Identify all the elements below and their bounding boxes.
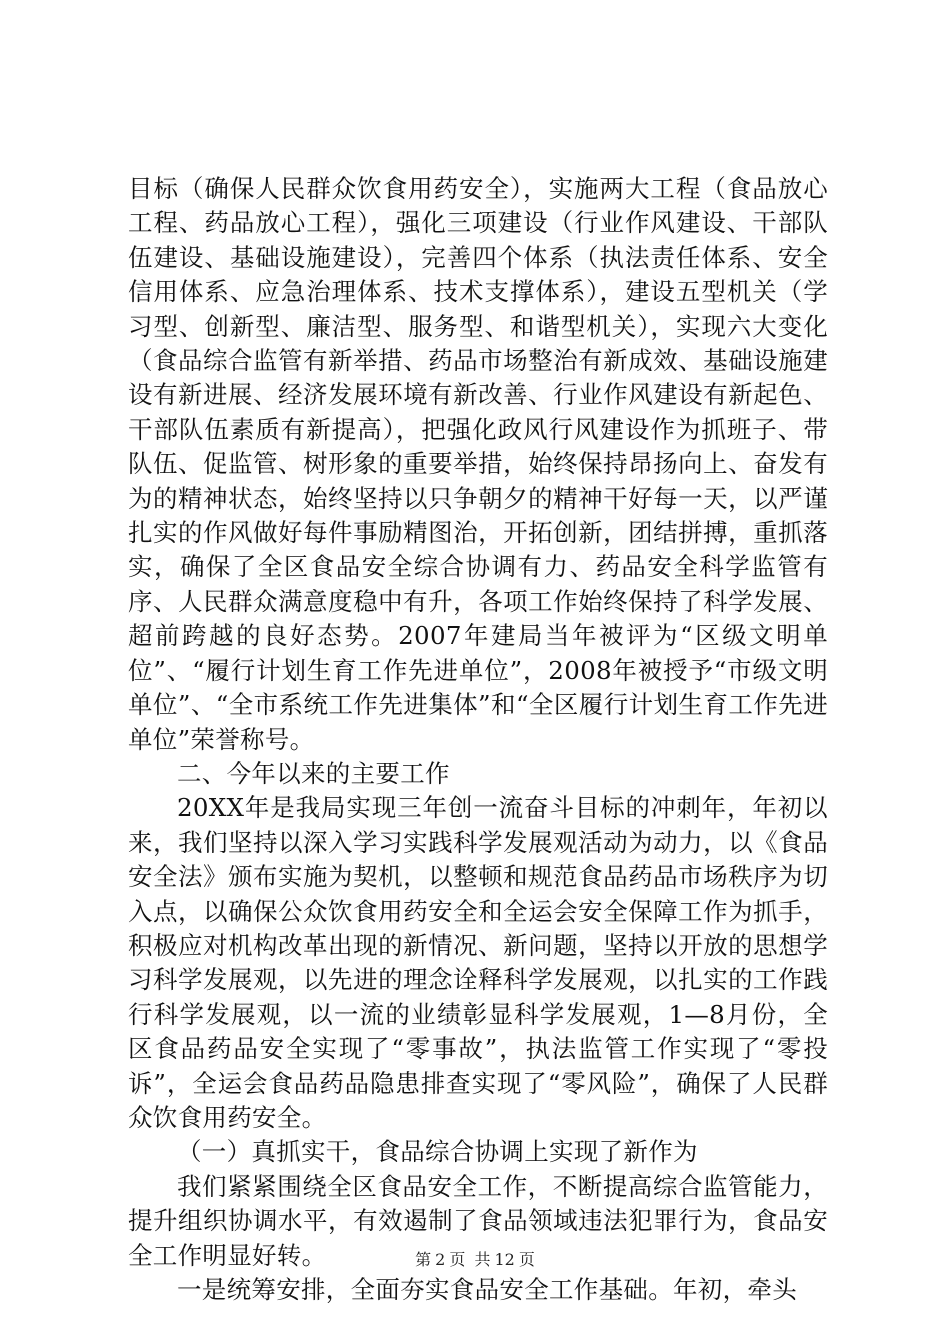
paragraph-continued: 目标（确保人民群众饮食用药安全），实施两大工程（食品放心工程、药品放心工程），强化三项建设（行业作风建设、干部队伍建设、基础设施建设），完善四个体系（执法责任体系、安全信用体系、应急治理体系、技术支撑体系），建设五型机关（学习型、创新型、廉洁型、服务型、和谐型机关），实现六大变化（食品综合监管有新举措、药品市场整治有新成效、基础设施建设有新进展、经济发展环境有新改善、行业作风建设有新起色、干部队伍素质有新提高），把强化政风行风建设作为抓班子、带队伍、促监管、树形象的重要举措，始终保持昂扬向上、奋发有为的精神状态，始终坚持以只争朝夕的精神干好每一天，以严谨扎实的作风做好每件事励精图治，开拓创新，团结拼搏，重抓落实，确保了全区食品安全综合协调有力、药品安全科学监管有序、人民群众满意度稳中有升，各项工作始终保持了科学发展、超前跨越的良好态势。2007年建局当年被评为“区级文明单位”、“履行计划生育工作先进单位”，2008年被授予“市级文明单位”、“全市系统工作先进集体”和“全区履行计划生育工作先进单位”荣誉称号。 (128, 174, 828, 754)
subsection-heading: （一）真抓实干，食品综合协调上实现了新作为 (177, 1137, 698, 1167)
total-prefix: 共 (474, 1250, 491, 1269)
total-suffix: 页 (518, 1250, 535, 1269)
paragraph: 我们紧紧围绕全区食品安全工作，不断提高综合监管能力，提升组织协调水平，有效遏制了食品领域违法犯罪行为，食品安全工作明显好转。 (128, 1171, 828, 1270)
page-number: 2 (435, 1250, 446, 1269)
total-pages: 12 (494, 1250, 515, 1269)
section-heading: 二、今年以来的主要工作 (177, 758, 450, 788)
page-prefix: 第 (415, 1250, 432, 1269)
paragraph: 一是统筹安排，全面夯实食品安全工作基础。年初，牵头 (177, 1275, 797, 1304)
document-body (128, 172, 828, 1307)
page-suffix: 页 (449, 1250, 466, 1269)
paragraph: 20XX年是我局实现三年创一流奋斗目标的冲刺年，年初以来，我们坚持以深入学习实践科学发展观活动为动力，以《食品安全法》颁布实施为契机，以整顿和规范食品药品市场秩序为切入点，以确保公众饮食用药安全和全运会安全保障工作为抓手，积极应对机构改革出现的新情况、新问题，坚持以开放的思想学习科学发展观，以先进的理念诠释科学发展观，以扎实的工作践行科学发展观，以一流的业绩彰显科学发展观，1—8月份，全区食品药品安全实现了“零事故”，执法监管工作实现了“零投诉”，全运会食品药品隐患排查实现了“零风险”，确保了人民群众饮食用药安全。 (128, 793, 828, 1132)
page-footer (0, 1247, 950, 1270)
